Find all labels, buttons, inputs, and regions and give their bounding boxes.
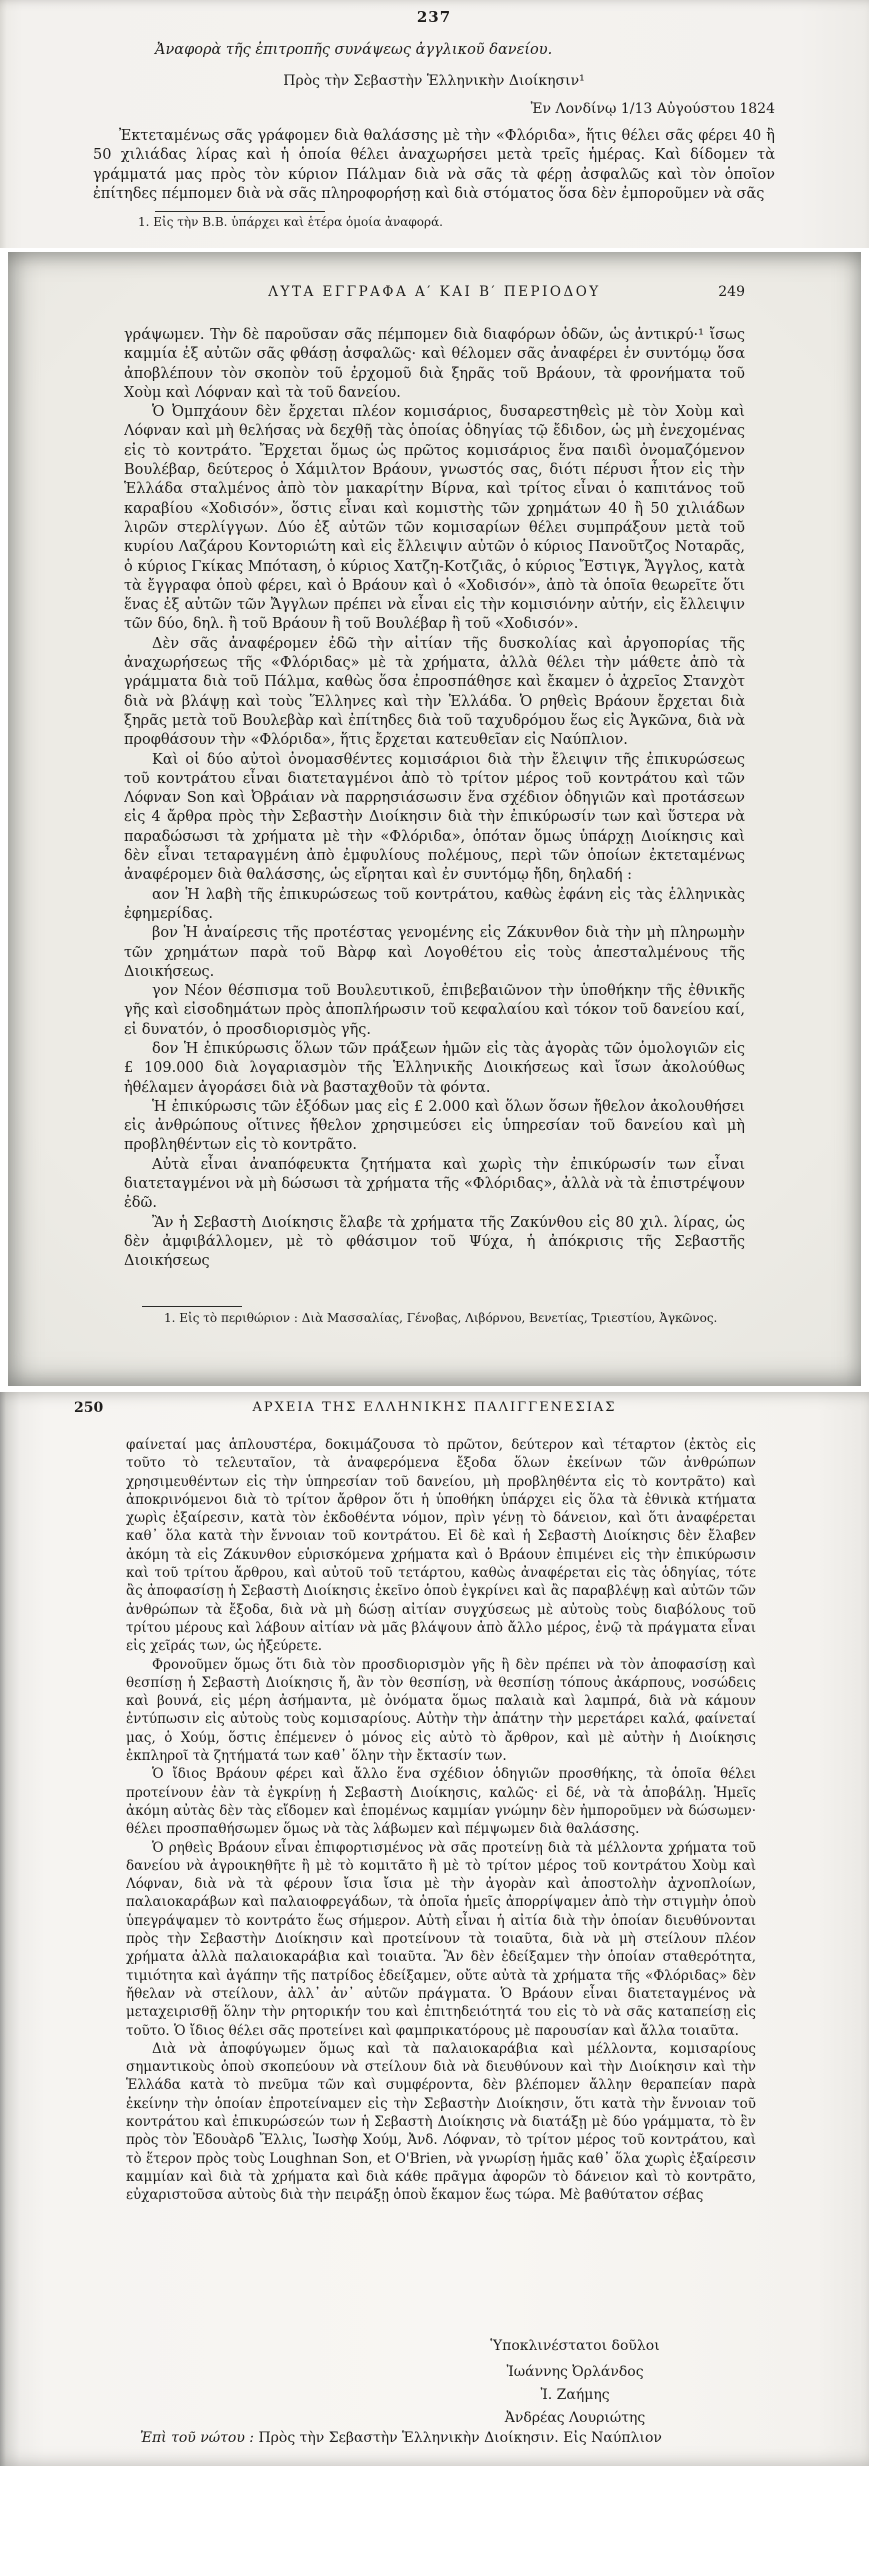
footnote-block-249 xyxy=(124,1306,745,1325)
page-number-250: 250 xyxy=(74,1400,104,1416)
verso-text: Πρὸς τὴν Σεβαστὴν Ἑλληνικὴν Διοίκησιν. Εἰς Ναύπλιον xyxy=(258,2430,662,2446)
paragraph: Ἐκτεταμένως σᾶς γράφομεν διὰ θαλάσσης μὲ τὴν «Φλόριδα», ἥτις θέλει σᾶς φέρει 40 ἢ 50 χιλιάδας λίρας καὶ ἡ ὁποία θέλει ἀναχωρήσει μετὰ τρεῖς ἡμέρας. Καὶ δίδομεν τὰ γράμματά μας πρὸς τὸν κύριον Πάλμαν διὰ νὰ σᾶς τὰ φέρῃ ἀσφαλῶς καὶ τὸν ὁποῖον ἐπίτηδες πέμπομεν διὰ νὰ σᾶς πληροφορήσῃ καὶ διὰ στόματος ὅσα δὲν ἐμποροῦμεν νὰ σᾶς xyxy=(93,128,775,202)
paragraph: Φρονοῦμεν ὅμως ὅτι διὰ τὸν προσδιορισμὸν γῆς ἢ δὲν πρέπει νὰ τὸν ἀποφασίσῃ καὶ θεσπίσῃ ἡ Σεβαστὴ Διοίκησις ἤ, ἂν τὸν θεσπίσῃ, νὰ θεσπίσῃ τόπους ἀκάρπους, νοσώδεις καὶ βουνά, εἰς μέρη ἀσήμαντα, μὲ ὀνόματα ὅμως παλαιὰ καὶ λαμπρά, διὰ νὰ κάμουν ἐντύπωσιν εἰς αὐτοὺς τοὺς κομισαρίους. Αὐτὴν τὴν ἀπάτην τὴν μερετάρει καλά, φαίνεταί μας, ὁ Χούμ, ὅστις ἐπέμενεν ὁ μόνος εἰς αὐτὸ τὸ ἄρθρον, καὶ μὲ αὐτὴν ἡ Διοίκησις ἐκπληροῖ τὰ ζητήματά των καθ᾽ ὅλην τὴν ἔκτασίν των. xyxy=(126,1656,756,1765)
page-249-body xyxy=(124,326,745,1272)
dateline: Ἐν Λονδίνῳ 1/13 Αὐγούστου 1824 xyxy=(530,101,775,117)
footnote-237: 1. Εἰς τὴν Β.Β. ὑπάρχει καὶ ἑτέρα ὁμοία ἀναφορά. xyxy=(138,215,443,230)
page-number-249: 249 xyxy=(718,284,745,300)
paragraph: δον Ἡ ἐπικύρωσις ὅλων τῶν πράξεων ἡμῶν εἰς τὰς ἀγορὰς τῶν ὁμολογιῶν εἰς £ 109.000 διὰ λογαριασμὸν τῆς Ἑλληνικῆς Διοικήσεως καὶ ἴσων ἀκολούθως ἠθέλαμεν ἀγοράσει διὰ νὰ βασταχθοῦν τὰ φόντα. xyxy=(124,1040,745,1096)
paragraph: φαίνεταί μας ἁπλουστέρα, δοκιμάζουσα τὸ πρῶτον, δεύτερον καὶ τέταρτον (ἐκτὸς εἰς τοῦτο τὸ τελευταῖον, τὰ ἀναφερόμενα ἔξοδα ὅλων ἐκείνων τῶν ἀνθρώπων χρησιμευθέντων εἰς τὴν ὑπηρεσίαν τοῦ δανείου, μὴ προβληθέντα εἰς τὸ κοντρᾶτο) καὶ ἀποκρινόμενοι διὰ τὸ τρίτον ἄρθρον ὅτι ἡ ὑποθήκη ὑπάρχει εἰς ὅλα τὰ ἐθνικὰ κτήματα χωρὶς ἐξαίρεσιν, κατὰ τὸν ἐκδοθέντα νόμον, πρὶν γένῃ τὸ δάνειον, καὶ ὅτι ἀναφέρεται καθ᾽ ὅλα κατὰ τὴν ἔννοιαν τοῦ κοντράτου. Εἰ δὲ καὶ ἡ Σεβαστὴ Διοίκησις δὲν ἔλαβεν ἀκόμη τὰ εἰς Ζάκυνθον εὑρισκόμενα χρήματα καὶ ὁ Βράουν ἐπιμένει εἰς τὴν ἐπικύρωσιν καὶ τοῦ τρίτου ἄρθρου, καὶ αὐτοῦ τοῦ τετάρτου, καθὼς ἀναφέρεται εἰς τὰς ὁδηγίας, τότε ἂς ἀποφασίσῃ ἡ Σεβαστὴ Διοίκησις ἐκεῖνο ὁποὺ ἐγκρίνει καὶ ἂς παραβλέψῃ καὶ αὐτῶν τῶν ἀνθρώπων τὰ ἔξοδα, διὰ νὰ μὴ δώσῃ αἰτίαν συγχύσεως μὲ αὐτοὺς τοὺς διαβόλους τοῦ τρίτου μέρους καὶ λάβουν αἰτίαν νὰ μᾶς βλάψουν ἀπὸ ἄλλο μέρος, ἐνῷ τὰ πράγματα εἶναι εἰς χεῖράς των, ὡς ἠξεύρετε. xyxy=(126,1437,756,1655)
paragraph: γον Νέον θέσπισμα τοῦ Βουλευτικοῦ, ἐπιβεβαιῶνον τὴν ὑποθήκην τῆς ἐθνικῆς γῆς καὶ εἰσοδημάτων πρὸς ἀποπλήρωσιν τοῦ κεφαλαίου καὶ τόκον τοῦ δανείου καί, εἰ δυνατόν, ὁ προσδιορισμὸς γῆς. xyxy=(124,983,745,1038)
paragraph: Ὁ Ὀμπχάουν δὲν ἔρχεται πλέον κομισάριος, δυσαρεστηθεὶς μὲ τὸν Χοὺμ καὶ Λόφναν καὶ μὴ θελήσας νὰ δεχθῇ τὰς ὁποίας ὁδηγίας τῷ ἔδιδον, ὡς μὴ ἐνεχομένας εἰς τὸ κοντράτο. Ἔρχεται ὅμως ὡς πρῶτος κομισάριος ἕνα παιδὶ ὀνομαζόμενον Βουλέβαρ, δεύτερος ὁ Χάμιλτον Βράουν, γνωστός σας, διότι πέρυσι ἦτον εἰς τὴν Ἑλλάδα σταλμένος ἀπὸ τὸν μακαρίτην Βίρνα, καὶ τρίτος εἶναι ὁ καπιτάνος τοῦ καραβίου «Χοδισόν», ὅστις εἶναι καὶ κομιστὴς τῶν χρημάτων 40 ἢ 50 χιλιάδων λιρῶν στερλίγγων. Δύο ἐξ αὐτῶν τῶν κομισαρίων θέλει συμπράξουν μετὰ τοῦ κυρίου Λαζάρου Κοντοριώτη καὶ εἰς ἔλλειψιν αὐτῶν ὁ κύριος Πανοῦτζος Νοταρᾶς, ὁ κύριος Γκίκας Μπόταση, ὁ κύριος Χατζη-Κοτζιᾶς, ὁ κύριος Ἔστιγκ, Ἄγγλος, κατὰ τὰ ἔγγραφα ὁποὺ φέρει, καὶ ὁ Βράουν καὶ ὁ «Χοδισόν», ἀπὸ τὰ ὁποῖα θεωρεῖτε ὅτι ἕνας ἐξ αὐτῶν τῶν Ἄγγλων πρέπει νὰ εἶναι εἰς τὴν κομισιόνην αὐτήν, εἰς ἔλλειψιν τῶν δύο, δηλ. ἢ τοῦ Βράουν ἢ τοῦ Βουλέβαρ ἢ τοῦ «Χοδισόν». xyxy=(124,404,745,633)
footnote-rule xyxy=(155,211,325,212)
paragraph: Ἂν ἡ Σεβαστὴ Διοίκησις ἔλαβε τὰ χρήματα τῆς Ζακύνθου εἰς 80 χιλ. λίρας, ὡς δὲν ἀμφιβάλλομεν, μὲ τὸ φθάσιμον τοῦ Ψύχα, ἡ ἀπόκρισις τῆς Σεβαστῆς Διοικήσεως xyxy=(124,1214,745,1270)
paragraph: Διὰ νὰ ἀποφύγωμεν ὅμως καὶ τὰ παλαιοκαράβια καὶ μέλλοντα, κομισαρίους σημαντικοὺς ὁποὺ σκοπεύουν νὰ στείλουν διὰ νὰ διευθύνουν καὶ τὴν Διοίκησιν καὶ τὴν Ἑλλάδα κατὰ τὸ πνεῦμα τῶν καὶ συμφέροντα, δὲν βλέπομεν ἄλλην θεραπείαν παρὰ ἐκείνην τὴν ὁποίαν ἐπροτείναμεν εἰς τὴν Σεβαστὴν Διοίκησιν, ὅτι κατὰ τὴν ἔννοιαν τοῦ κοντράτου καὶ ἐπικυρώσεών των ἡ Σεβαστὴ Διοίκησις νὰ διατάξῃ μὲ δύο γράμματα, τὸ ἓν πρὸς τὸν Ἐδουὰρδ Ἔλλις, Ἰωσὴφ Χούμ, Ἀνδ. Λόφναν, τὸ τρίτον μέρος τοῦ κοντράτου, καὶ τὸ ἕτερον πρὸς τοὺς Loughnan Son, et O'Brien, νὰ γνωρίσῃ ἡμᾶς καθ᾽ ὅλα χωρὶς ἐξαίρεσιν καμμίαν καὶ διὰ τὰ χρήματα καὶ διὰ κάθε πρᾶγμα ἀφορῶν τὸ δάνειον καὶ τὸ κοντρᾶτο, εὐχαριστοῦσα αὐτοὺς διὰ τὴν πειράξῃ ὁποὺ ἔκαμον ἕως τώρα. Μὲ βαθύτατον σέβας xyxy=(126,2040,756,2204)
page-237-body xyxy=(93,127,775,204)
page-250-photo xyxy=(0,1392,869,2466)
footnote-249: 1. Εἰς τὸ περιθώριον : Διὰ Μασσαλίας, Γένοβας, Λιβόρνου, Βενετίας, Τριεστίου, Ἀγκῶνος. xyxy=(164,1311,718,1325)
running-header-title: ΑΡΧΕΙΑ ΤΗΣ ΕΛΛΗΝΙΚΗΣ ΠΑΛΙΓΓΕΝΕΣΙΑΣ xyxy=(252,1400,617,1415)
signature: Ἀνδρέας Λουριώτης xyxy=(504,2410,646,2426)
paragraph: γράψωμεν. Τὴν δὲ παροῦσαν σᾶς πέμπομεν διὰ διαφόρων ὁδῶν, ὡς ἀντικρύ·¹ ἴσως καμμία ἐξ αὐτῶν σᾶς φθάσῃ ἀσφαλῶς· καὶ θέλομεν σᾶς ἀναφέρει ἐν συντόμῳ ὅσα ἀποβλέπουν τὸν σκοπὸν τοῦ ἐρχομοῦ διὰ ξηρᾶς τοῦ Βράουν, τὰ φρονήματα τοῦ Χοὺμ καὶ Λόφναν καὶ τὰ τοῦ δανείου. xyxy=(124,327,745,401)
footnote-rule xyxy=(142,1306,242,1307)
paragraph: Ὁ ἴδιος Βράουν φέρει καὶ ἄλλο ἕνα σχέδιον ὁδηγιῶν προσθήκης, τὰ ὁποῖα θέλει προτείνουν ἐὰν τὰ ἐγκρίνῃ ἡ Σεβαστὴ Διοίκησις, καλῶς· εἰ δέ, νὰ τὰ ἀποβάλῃ. Ἡμεῖς ἀκόμη αὐτὰς δὲν τὰς εἴδομεν καὶ ἑπομένως καμμίαν γνώμην δὲν ἠμποροῦμεν νὰ δώσωμεν· θέλει προσπαθήσωμεν ὅμως νὰ τὰς λάβωμεν καὶ πέμψωμεν διὰ θαλάσσης. xyxy=(126,1766,756,1838)
signature-block xyxy=(420,2335,730,2430)
signature-list xyxy=(420,2361,730,2430)
page-250-body xyxy=(126,1436,756,2204)
paragraph: Δὲν σᾶς ἀναφέρομεν ἐδῶ τὴν αἰτίαν τῆς δυσκολίας καὶ ἀργοπορίας τῆς ἀναχωρήσεως τῆς «Φλόριδας» μὲ τὰ χρήματα, ἀλλὰ θέλει τὴν μάθετε ἀπὸ τὰ γράμματα διὰ τοῦ Πάλμα, καθὼς ὅσα ἐπροσπάθησε καὶ ἔκαμεν ὁ ἀχρεῖος Στανχὸτ διὰ νὰ βλάψῃ καὶ τοὺς Ἕλληνες καὶ τὴν Ἑλλάδα. Ὁ ρηθεὶς Βράουν ἔρχεται διὰ ξηρᾶς μετὰ τοῦ Βουλεβὰρ καὶ ἐπίτηδες διὰ τοῦ ταχυδρόμου ἕως εἰς Ἀγκῶνα, διὰ νὰ προφθάσουν τὴν «Φλόριδα», ἥτις ἔρχεται κατευθεῖαν εἰς Ναύπλιον. xyxy=(124,635,745,749)
paragraph: Αὐτὰ εἶναι ἀναπόφευκτα ζητήματα καὶ χωρὶς τὴν ἐπικύρωσίν των εἶναι διατεταγμένοι νὰ μὴ δώσωσι τὰ χρήματα τῆς «Φλόριδας», ἀλλὰ νὰ τὰ ἐπιστρέψουν ἐδῶ. xyxy=(124,1156,745,1212)
addressee-line: Πρὸς τὴν Σεβαστὴν Ἑλληνικὴν Διοίκησιν¹ xyxy=(283,73,585,89)
page-237-fragment xyxy=(0,0,869,248)
running-header-250 xyxy=(0,1400,869,1420)
running-header-title: ΛΥΤΑ ΕΓΓΡΑΦΑ Α′ ΚΑΙ Β′ ΠΕΡΙΟΔΟΥ xyxy=(268,284,601,300)
paragraph: Καὶ οἱ δύο αὐτοὶ ὀνομασθέντες κομισάριοι διὰ τὴν ἔλειψιν τῆς ἐπικυρώσεως τοῦ κοντράτου εἶναι διατεταγμένοι ἀπὸ τὸ τρίτον μέρος τοῦ κοντράτου καὶ τῶν Λόφναν Son καὶ Ὀβράιαν νὰ παρρησιάσωσιν ἕνα σχέδιον ὁδηγιῶν καὶ προτάσεων εἰς 4 ἄρθρα πρὸς τὴν Σεβαστὴν Διοίκησιν διὰ τὴν ἐπικύρωσίν των καὶ ὕστερα νὰ παραδώσωσι τὰ χρήματα μὲ τὴν «Φλόριδα», ὁπόταν ὅμως ὑπάρχῃ Διοίκησις καὶ δὲν εἶναι τεταραγμένη ἀπὸ ἐμφυλίους πολέμους, περὶ τῶν ὁποίων ἐκτεταμένως ἀναφέρομεν διὰ θαλάσσης, ὡς εἴρηται καὶ ἐν συντόμῳ ἤδη, δηλαδή : xyxy=(124,751,745,884)
verso-label: Ἐπὶ τοῦ νώτου : xyxy=(140,2430,254,2446)
page-number-237: 237 xyxy=(416,8,452,26)
document-title: Ἀναφορὰ τῆς ἐπιτροπῆς συνάψεως ἀγγλικοῦ δανείου. xyxy=(155,42,553,58)
verso-note xyxy=(140,2430,662,2446)
signature: Ἰωάννης Ὀρλάνδος xyxy=(506,2364,644,2380)
page-249-photo xyxy=(8,252,861,1386)
signature: Ἰ. Ζαήμης xyxy=(540,2387,610,2403)
paragraph: Ὁ ρηθεὶς Βράουν εἶναι ἐπιφορτισμένος νὰ σᾶς προτείνῃ διὰ τὰ μέλλοντα χρήματα τοῦ δανείου νὰ ἀγροικηθῆτε ἢ μὲ τὸ κομιτᾶτο ἢ μὲ τὸ τρίτον μέρος τοῦ κοντράτου Χοὺμ καὶ Λόφναν, διὰ νὰ τὰ φέρουν ἴσια ἴσια μὲ τὴν ἀγορὰν καὶ ἀποστολὴν ἀχνοπλοίων, παλαιοκαράβων καὶ παλαιοφρεγάδων, τὰ ὁποῖα ἡμεῖς ἀπορρίψαμεν ἀπὸ τὴν στιγμὴν ὁποὺ ὑπεγράψαμεν τὸ κοντράτο ἕως σήμερον. Αὐτὴ εἶναι ἡ αἰτία διὰ τὴν ὁποίαν διευθύνονται πρὸς τὴν Σεβαστὴν Διοίκησιν καὶ προτείνουν τὰ τοιαῦτα, διὰ νὰ μὴ στείλουν πλέον χρήματα ἀλλὰ παλαιοκαράβια καὶ τοιαῦτα. Ἂν δὲν ἐδείξαμεν τὴν ὁποίαν σταθερότητα, τιμιότητα καὶ ἀγάπην τῆς πατρίδος ἐδείξαμεν, οὔτε αὐτὰ τὰ χρήματα τῆς «Φλόριδας» δὲν ἤθελαν νὰ στείλουν, ἀλλ᾽ ἀν᾽ αὐτῶν πράγματα. Ὁ Βράουν εἶναι διατεταγμένος νὰ μεταχειρισθῇ ὅλην τὴν ρητορικήν του καὶ ἐπιτηδειότητά του εἰς τὸ νὰ σᾶς καταπείσῃ εἰς τοῦτο. Ὁ ἴδιος θέλει σᾶς προτείνει καὶ φαμπρικατόρους μὲ παρουσίαν καὶ ἄλλα τοιαῦτα. xyxy=(126,1839,756,2039)
page-237-column xyxy=(0,0,869,229)
closing-line: Ὑποκλινέστατοι δοῦλοι xyxy=(490,2338,660,2354)
paragraph: αον Ἡ λαβὴ τῆς ἐπικυρώσεως τοῦ κοντράτου, καθὼς ἐφάνη εἰς τὰς ἑλληνικὰς ἐφημερίδας. xyxy=(124,886,745,922)
paragraph: Ἡ ἐπικύρωσις τῶν ἐξόδων μας εἰς £ 2.000 καὶ ὅλων ὅσων ἤθελον ἀκολουθήσει εἰς ἀνθρώπους οἵτινες ἤθελον χρησιμεύσει εἰς ὑπηρεσίαν τοῦ δανείου καὶ μὴ προβληθέντων εἰς τὸ κοντρᾶτο. xyxy=(124,1098,745,1154)
paragraph: βον Ἡ ἀναίρεσις τῆς προτέστας γενομένης εἰς Ζάκυνθον διὰ τὴν μὴ πληρωμὴν τῶν χρημάτων παρὰ τοῦ Βὰρφ καὶ Λογοθέτου εἰς τοὺς ἀπεσταλμένους τῆς Διοικήσεως. xyxy=(124,925,745,980)
running-header-249 xyxy=(8,284,861,304)
